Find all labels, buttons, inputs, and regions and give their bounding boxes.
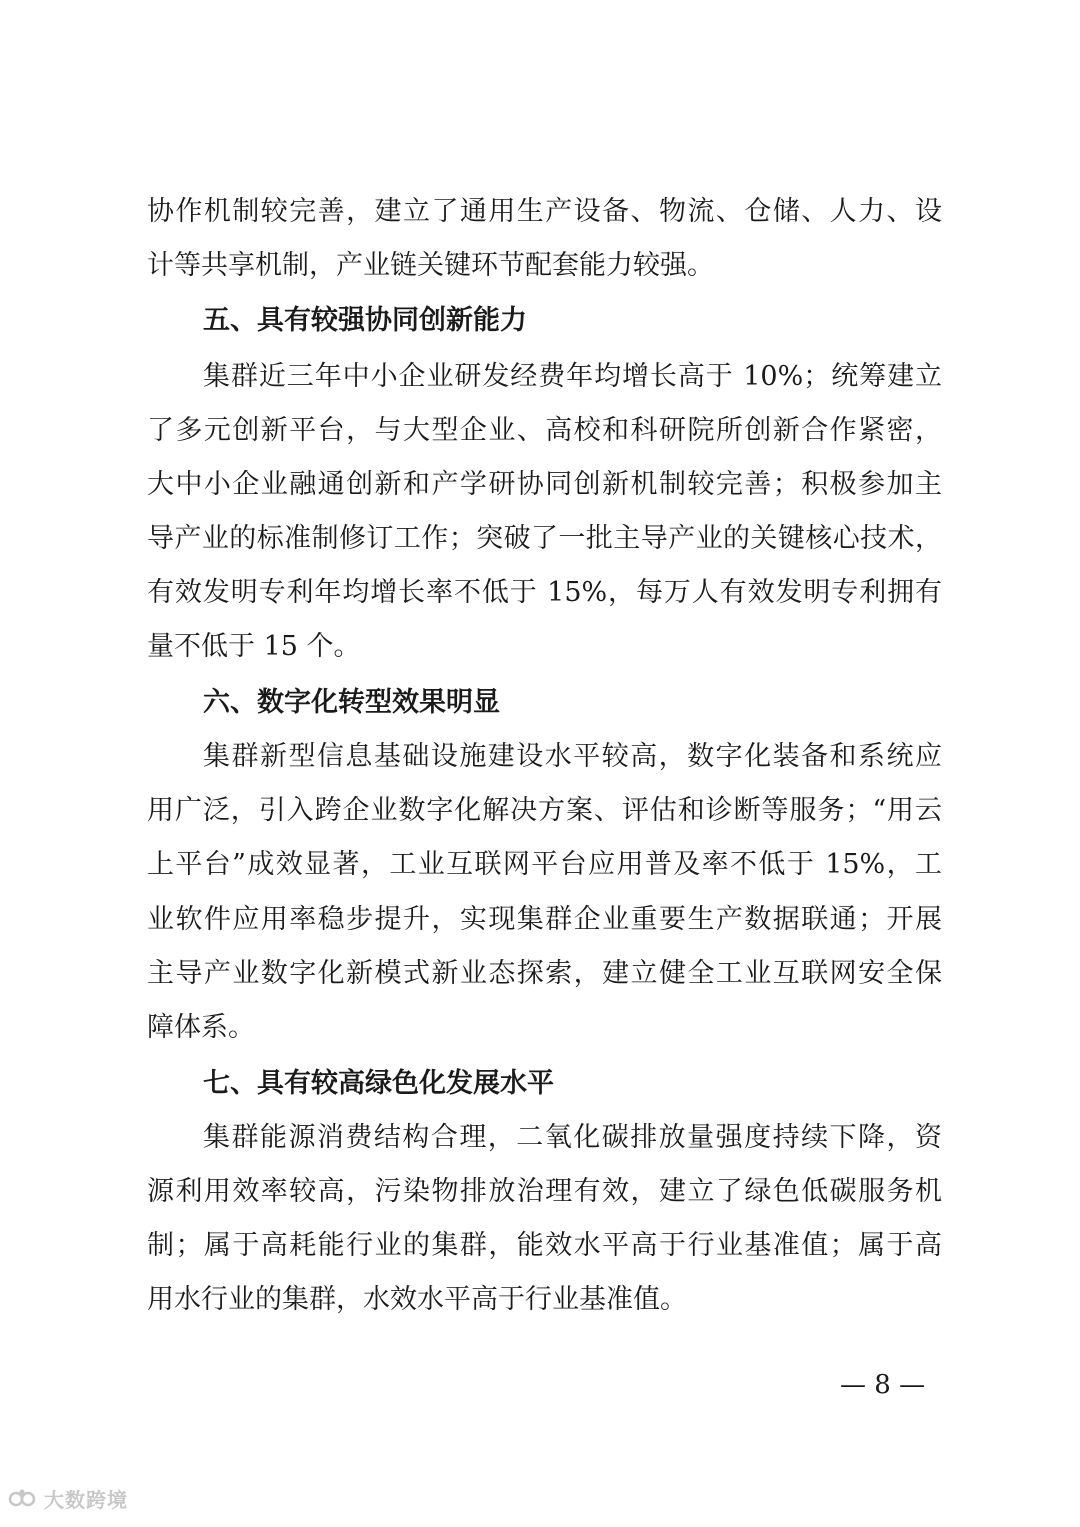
watermark: [8, 1484, 128, 1513]
body-text-line: 用水行业的集群，水效水平高于行业基准值。: [147, 1284, 687, 1315]
body-text-line: 协作机制较完善，建立了通用生产设备、物流、仓储、人力、设: [147, 196, 942, 227]
body-text-line: 集群能源消费结构合理，二氧化碳排放量强度持续下降，资: [203, 1122, 942, 1153]
body-text-line: 用广泛，引入跨企业数字化解决方案、评估和诊断等服务；“用云: [147, 795, 942, 826]
body-text-line: 了多元创新平台，与大型企业、高校和科研院所创新合作紧密，: [147, 415, 942, 446]
body-text-line: 计等共享机制，产业链关键环节配套能力较强。: [147, 250, 714, 281]
body-text-line: 上平台”成效显著，工业互联网平台应用普及率不低于 15%，工: [147, 849, 942, 880]
body-text-line: 有效发明专利年均增长率不低于 15%，每万人有效发明专利拥有: [147, 577, 942, 608]
body-text-line: 大中小企业融通创新和产学研协同创新机制较完善；积极参加主: [147, 469, 942, 500]
body-text-line: 障体系。: [147, 1012, 255, 1043]
watermark-text: 大数跨境: [44, 1488, 128, 1512]
section-heading: 五、具有较强协同创新能力: [203, 305, 527, 336]
body-text-line: 导产业的标准制修订工作；突破了一批主导产业的关键核心技术，: [147, 523, 942, 554]
section-heading: 六、数字化转型效果明显: [203, 687, 500, 718]
body-text-line: 量不低于 15 个。: [147, 631, 361, 662]
body-text-line: 集群近三年中小企业研发经费年均增长高于 10%；统筹建立: [203, 361, 942, 392]
section-heading: 七、具有较高绿色化发展水平: [203, 1068, 554, 1099]
page-number: — 8 —: [840, 1370, 926, 1400]
body-text-line: 源利用效率较高，污染物排放治理有效，建立了绿色低碳服务机: [147, 1176, 942, 1207]
body-text-line: 业软件应用率稳步提升，实现集群企业重要生产数据联通；开展: [147, 904, 942, 935]
body-text-line: 主导产业数字化新模式新业态探索，建立健全工业互联网安全保: [147, 958, 942, 989]
body-text-line: 集群新型信息基础设施建设水平较高，数字化装备和系统应: [203, 741, 942, 772]
body-text-line: 制；属于高耗能行业的集群，能效水平高于行业基准值；属于高: [147, 1230, 942, 1261]
brand-logo-icon: [8, 1488, 38, 1510]
